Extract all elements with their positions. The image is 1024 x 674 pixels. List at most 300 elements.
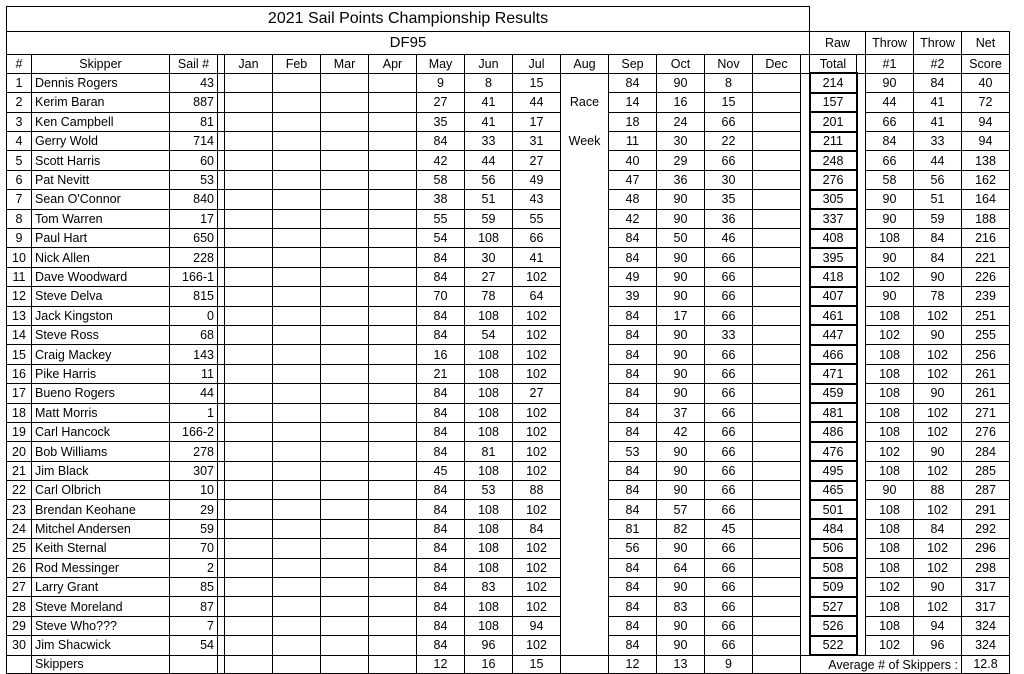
month-cell-sep: 84 [609,461,657,480]
month-cell-jan [225,306,273,325]
month-cell-may: 84 [417,384,465,403]
raw-total-cell: 459 [810,384,857,403]
month-cell-feb [273,151,321,170]
month-cell-jun: 53 [465,481,513,500]
month-cell-feb [273,500,321,519]
month-cell-jul: 102 [513,325,561,344]
divider-cell [218,287,225,306]
month-cell-jul: 43 [513,190,561,209]
month-cell-sep: 84 [609,248,657,267]
divider-cell [801,539,810,558]
rank-cell: 23 [7,500,32,519]
divider-cell [801,93,810,112]
table-row [7,442,1010,461]
month-cell-dec [753,151,801,170]
net-score-cell: 317 [962,578,1010,597]
throw2-cell: 33 [914,132,962,151]
month-cell-oct: 90 [657,481,705,500]
month-cell-jun: 78 [465,287,513,306]
month-cell-oct: 30 [657,132,705,151]
raw-total-cell: 481 [810,403,857,422]
month-cell-may: 84 [417,578,465,597]
divider-cell [218,151,225,170]
month-cell-jun: 108 [465,616,513,635]
sail-number-cell: 307 [170,461,218,480]
month-cell-nov: 66 [705,558,753,577]
sail-number-cell: 166-1 [170,267,218,286]
table-row [7,93,1010,112]
month-cell-nov: 66 [705,500,753,519]
month-cell-dec [753,170,801,189]
sail-number-cell: 1 [170,403,218,422]
month-cell-nov: 66 [705,384,753,403]
month-cell-may: 84 [417,539,465,558]
sail-number-cell: 11 [170,364,218,383]
divider-cell [801,267,810,286]
throw2-cell: 84 [914,248,962,267]
month-cell-sep: 47 [609,170,657,189]
month-cell-apr [369,519,417,538]
month-cell-apr [369,345,417,364]
divider-cell [801,306,810,325]
throw1-cell: 66 [866,151,914,170]
divider-cell [218,132,225,151]
month-cell-jul: 64 [513,287,561,306]
net-score-cell: 251 [962,306,1010,325]
divider-cell [218,325,225,344]
month-cell-aug [561,306,609,325]
throw2-cell: 102 [914,597,962,616]
raw-total-cell: 471 [810,364,857,383]
rank-cell: 19 [7,422,32,441]
month-cell-jun: 96 [465,636,513,655]
month-cell-sep: 84 [609,597,657,616]
month-cell-dec [753,229,801,248]
table-row [7,132,1010,151]
divider-cell [801,403,810,422]
throw1-cell: 58 [866,170,914,189]
net-score-cell: 292 [962,519,1010,538]
month-cell-mar [321,384,369,403]
throw1-cell: 90 [866,190,914,209]
raw-total-cell: 248 [810,151,857,170]
month-cell-nov: 66 [705,616,753,635]
month-cell-dec [753,636,801,655]
table-row [7,190,1010,209]
month-cell-dec [753,519,801,538]
table-row [7,112,1010,131]
month-cell-oct: 90 [657,636,705,655]
throw1-cell: 108 [866,364,914,383]
month-cell-oct: 90 [657,325,705,344]
throw1-cell: 108 [866,597,914,616]
throw2-cell: 102 [914,558,962,577]
month-cell-jul: 102 [513,403,561,422]
sail-number-cell: 17 [170,209,218,228]
skipper-name-cell: Gerry Wold [32,132,170,151]
month-cell-jan [225,190,273,209]
month-cell-oct: 90 [657,364,705,383]
rank-cell: 17 [7,384,32,403]
divider-cell [857,364,866,383]
divider-cell [801,364,810,383]
divider-cell [801,190,810,209]
month-cell-nov: 66 [705,442,753,461]
month-cell-apr [369,151,417,170]
rank-cell: 4 [7,132,32,151]
month-cell-aug [561,209,609,228]
divider-cell [218,267,225,286]
throw1-cell: 102 [866,325,914,344]
month-cell-sep: 18 [609,112,657,131]
rank-cell: 25 [7,539,32,558]
divider-cell [218,345,225,364]
divider-cell [857,403,866,422]
month-cell-oct: 29 [657,151,705,170]
month-cell-aug [561,151,609,170]
divider-cell [857,132,866,151]
month-header-nov: Nov [705,55,753,74]
raw-total-cell: 501 [810,500,857,519]
month-cell-feb [273,190,321,209]
divider-cell [218,636,225,655]
divider-cell [857,325,866,344]
month-cell-aug [561,267,609,286]
throw2-cell: 78 [914,287,962,306]
rank-cell: 3 [7,112,32,131]
rank-cell: 7 [7,190,32,209]
month-cell-sep: 39 [609,287,657,306]
month-cell-jun: 51 [465,190,513,209]
month-cell-sep: 84 [609,403,657,422]
month-cell-nov: 8 [705,73,753,92]
month-cell-jan [225,519,273,538]
month-cell-feb [273,558,321,577]
throw2-cell: 41 [914,112,962,131]
rank-cell: 27 [7,578,32,597]
raw-total-cell: 506 [810,539,857,558]
month-cell-mar [321,539,369,558]
throw1-cell: 108 [866,306,914,325]
month-cell-mar [321,597,369,616]
month-cell-dec [753,597,801,616]
net-score-cell: 164 [962,190,1010,209]
month-cell-mar [321,345,369,364]
month-cell-apr [369,461,417,480]
skipper-name-cell: Brendan Keohane [32,500,170,519]
table-row [7,345,1010,364]
throw1-cell: 108 [866,345,914,364]
month-cell-oct: 90 [657,345,705,364]
month-cell-mar [321,190,369,209]
divider-cell [801,112,810,131]
raw-total-cell: 526 [810,616,857,635]
skipper-name-cell: Carl Olbrich [32,481,170,500]
month-cell-aug [561,616,609,635]
month-cell-jan [225,229,273,248]
month-cell-oct: 90 [657,190,705,209]
month-cell-sep: 84 [609,500,657,519]
divider-cell [857,442,866,461]
month-header-aug: Aug [561,55,609,74]
month-cell-jan [225,597,273,616]
net-score-cell: 285 [962,461,1010,480]
month-cell-apr [369,229,417,248]
month-cell-feb [273,229,321,248]
month-cell-jul: 41 [513,248,561,267]
throw2-cell: 84 [914,73,962,92]
sail-number-cell: 85 [170,578,218,597]
throw1-cell: 108 [866,403,914,422]
month-cell-jan [225,267,273,286]
footer-blank-cell [273,655,321,674]
month-cell-aug [561,345,609,364]
net-score-cell: 138 [962,151,1010,170]
month-cell-jan [225,616,273,635]
month-cell-sep: 14 [609,93,657,112]
month-cell-mar [321,229,369,248]
month-cell-apr [369,403,417,422]
net-score-cell: 188 [962,209,1010,228]
divider-cell [801,558,810,577]
throw1-cell: 102 [866,442,914,461]
rank-cell: 28 [7,597,32,616]
skipper-name-cell: Craig Mackey [32,345,170,364]
class-name: DF95 [7,32,810,55]
throw1-cell: 66 [866,112,914,131]
raw-total-cell: 486 [810,422,857,441]
month-cell-sep: 84 [609,306,657,325]
month-cell-jun: 108 [465,422,513,441]
month-cell-jul: 102 [513,636,561,655]
month-cell-nov: 66 [705,112,753,131]
sail-number-cell: 143 [170,345,218,364]
month-cell-aug [561,578,609,597]
month-cell-sep: 56 [609,539,657,558]
throw1-header-top: Throw [866,32,914,55]
skippers-count-sep: 12 [609,655,657,674]
throw2-cell: 102 [914,364,962,383]
skipper-name-cell: Kerim Baran [32,93,170,112]
month-cell-jun: 108 [465,345,513,364]
month-cell-jun: 108 [465,597,513,616]
month-cell-dec [753,190,801,209]
rank-cell: 1 [7,73,32,92]
throw1-cell: 44 [866,93,914,112]
month-cell-dec [753,442,801,461]
raw-total-cell: 211 [810,132,857,151]
month-cell-aug [561,481,609,500]
month-cell-oct: 90 [657,442,705,461]
throw2-cell: 90 [914,267,962,286]
divider-cell [801,170,810,189]
divider-cell [857,616,866,635]
raw-total-cell: 447 [810,325,857,344]
throw2-cell: 102 [914,345,962,364]
month-cell-jun: 108 [465,519,513,538]
skippers-label: Skippers [32,655,170,674]
divider-cell [218,558,225,577]
month-cell-nov: 33 [705,325,753,344]
rank-cell: 20 [7,442,32,461]
month-cell-jan [225,287,273,306]
month-cell-oct: 36 [657,170,705,189]
divider-cell [857,558,866,577]
divider-cell [218,403,225,422]
throw2-cell: 41 [914,93,962,112]
results-table [6,6,1010,674]
month-cell-oct: 90 [657,578,705,597]
month-cell-mar [321,481,369,500]
divider-cell [218,209,225,228]
net-score-cell: 72 [962,93,1010,112]
throw1-cell: 102 [866,578,914,597]
month-cell-feb [273,73,321,92]
month-cell-mar [321,248,369,267]
divider-cell [857,539,866,558]
sail-number-cell: 228 [170,248,218,267]
divider-cell [801,248,810,267]
month-header-dec: Dec [753,55,801,74]
divider-cell [218,616,225,635]
table-row [7,384,1010,403]
throw2-cell: 94 [914,616,962,635]
throw2-cell: 96 [914,636,962,655]
month-cell-feb [273,93,321,112]
sail-number-cell: 10 [170,481,218,500]
month-cell-jan [225,636,273,655]
month-cell-jul: 102 [513,442,561,461]
skipper-name-cell: Larry Grant [32,578,170,597]
results-sheet [6,6,1010,674]
raw-total-cell: 418 [810,267,857,286]
month-cell-dec [753,93,801,112]
throw2-cell: 84 [914,229,962,248]
table-row [7,519,1010,538]
month-cell-apr [369,190,417,209]
month-cell-feb [273,267,321,286]
month-cell-jul: 102 [513,597,561,616]
month-cell-jul: 102 [513,306,561,325]
month-header-apr: Apr [369,55,417,74]
skipper-name-cell: Pat Nevitt [32,170,170,189]
month-cell-mar [321,151,369,170]
month-cell-dec [753,209,801,228]
sail-number-cell: 68 [170,325,218,344]
throw2-cell: 44 [914,151,962,170]
month-cell-oct: 90 [657,461,705,480]
month-cell-oct: 90 [657,539,705,558]
month-cell-sep: 81 [609,519,657,538]
month-cell-aug [561,325,609,344]
month-cell-jul: 102 [513,345,561,364]
throw2-cell: 51 [914,190,962,209]
month-cell-aug [561,170,609,189]
month-cell-aug [561,636,609,655]
sail-number-cell: 60 [170,151,218,170]
skipper-name-cell: Paul Hart [32,229,170,248]
month-cell-apr [369,636,417,655]
month-cell-jun: 33 [465,132,513,151]
month-cell-may: 9 [417,73,465,92]
page-title: 2021 Sail Points Championship Results [7,7,810,32]
month-cell-mar [321,209,369,228]
table-row [7,616,1010,635]
month-cell-nov: 66 [705,403,753,422]
month-cell-mar [321,132,369,151]
month-cell-may: 16 [417,345,465,364]
month-cell-jun: 108 [465,539,513,558]
month-cell-feb [273,616,321,635]
divider-cell [801,578,810,597]
skipper-name-cell: Matt Morris [32,403,170,422]
month-cell-nov: 66 [705,267,753,286]
month-cell-jul: 84 [513,519,561,538]
divider-cell [218,248,225,267]
month-cell-jul: 102 [513,267,561,286]
divider-cell [857,481,866,500]
throw1-cell: 102 [866,636,914,655]
divider-cell [218,190,225,209]
raw-total-cell: 461 [810,306,857,325]
net-score-cell: 94 [962,112,1010,131]
net-score-cell: 40 [962,73,1010,92]
raw-total-cell: 408 [810,229,857,248]
divider-cell [218,442,225,461]
month-cell-apr [369,578,417,597]
rank-cell: 13 [7,306,32,325]
month-cell-sep: 84 [609,384,657,403]
net-score-cell: 261 [962,384,1010,403]
sail-number-cell: 714 [170,132,218,151]
month-cell-sep: 42 [609,209,657,228]
divider-cell [857,597,866,616]
month-cell-feb [273,345,321,364]
month-cell-apr [369,112,417,131]
month-header-jun: Jun [465,55,513,74]
table-row [7,539,1010,558]
month-cell-oct: 90 [657,384,705,403]
divider-cell [218,519,225,538]
month-cell-mar [321,364,369,383]
month-cell-jan [225,403,273,422]
month-cell-dec [753,558,801,577]
month-cell-jan [225,422,273,441]
net-header-top: Net [962,32,1010,55]
month-cell-feb [273,325,321,344]
raw-total-cell: 466 [810,345,857,364]
month-cell-jul: 44 [513,93,561,112]
month-cell-feb [273,578,321,597]
month-cell-sep: 11 [609,132,657,151]
month-cell-jan [225,73,273,92]
month-cell-may: 84 [417,306,465,325]
skipper-name-cell: Dennis Rogers [32,73,170,92]
month-cell-aug [561,73,609,92]
net-score-cell: 296 [962,539,1010,558]
table-row [7,170,1010,189]
month-cell-nov: 66 [705,578,753,597]
rank-cell: 16 [7,364,32,383]
month-cell-jan [225,151,273,170]
table-row [7,287,1010,306]
divider-cell [857,578,866,597]
raw-total-cell: 522 [810,636,857,655]
skipper-name-cell: Jim Black [32,461,170,480]
month-cell-may: 54 [417,229,465,248]
month-header-feb: Feb [273,55,321,74]
throw1-cell: 90 [866,73,914,92]
